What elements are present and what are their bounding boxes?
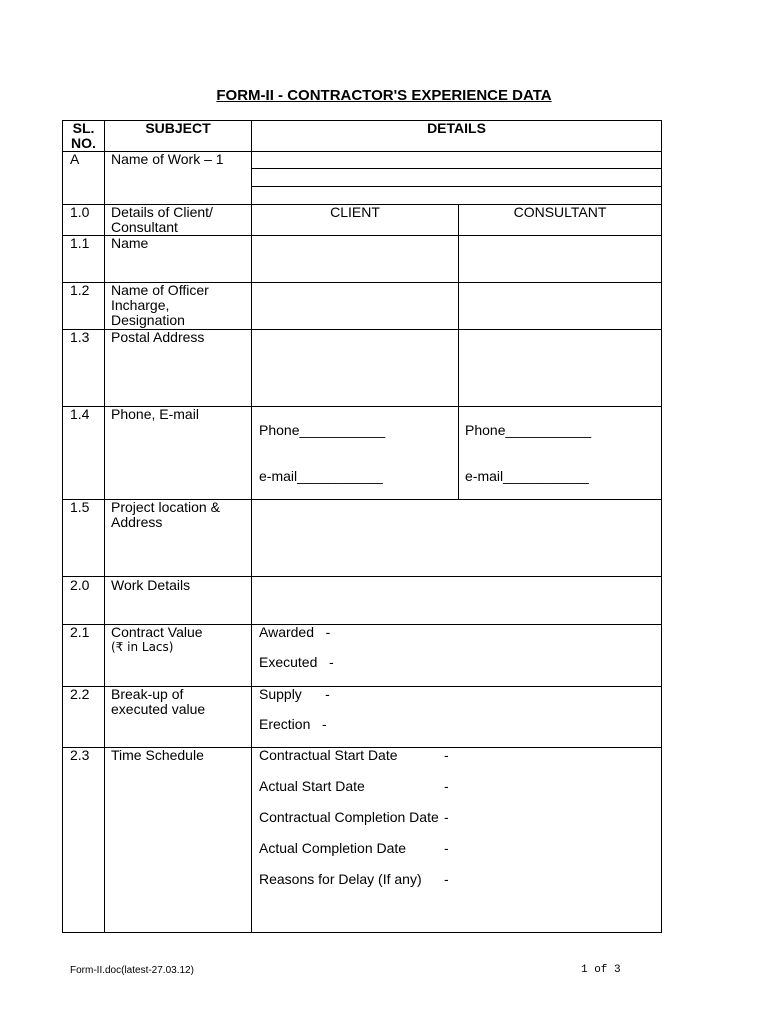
consultant-email-field: e-mail___________ — [465, 468, 589, 484]
schedule-item-dash: - — [444, 871, 449, 887]
row-1-4-sl: 1.4 — [70, 406, 90, 422]
supply-value-field: Supply - — [259, 686, 330, 702]
schedule-item-label: Reasons for Delay (If any) — [259, 871, 422, 887]
row-2-3-subject: Time Schedule — [111, 747, 204, 763]
schedule-item-dash: - — [444, 809, 449, 825]
row-1-2-sl: 1.2 — [70, 282, 90, 298]
row-line — [63, 235, 661, 236]
row-2-1-subject: Contract Value (₹ in Lacs) — [111, 624, 203, 654]
schedule-item-dash: - — [444, 840, 449, 856]
col-divider-sl — [104, 121, 105, 932]
header-subject: SUBJECT — [145, 120, 211, 136]
schedule-item-dash: - — [444, 778, 449, 794]
col-divider-subject — [251, 121, 252, 932]
row-a-sl: A — [70, 151, 80, 167]
executed-value-field: Executed - — [259, 654, 334, 670]
row-2-2-sl: 2.2 — [70, 686, 90, 702]
row-line — [251, 168, 661, 169]
row-1-1-sl: 1.1 — [70, 235, 90, 251]
footer-filename: Form-II.doc(latest-27.03.12) — [70, 965, 194, 976]
row-1-3-sl: 1.3 — [70, 329, 90, 345]
row-1-5-sl: 1.5 — [70, 499, 90, 515]
schedule-item-label: Contractual Completion Date — [259, 809, 439, 825]
row-2-2-subject: Break-up of executed value — [111, 686, 206, 717]
schedule-item-label: Actual Completion Date — [259, 840, 407, 856]
row-1-0-sl: 1.0 — [70, 204, 90, 220]
header-sl-no: SL. NO. — [71, 120, 96, 151]
footer-page-number: 1 of 3 — [581, 964, 621, 976]
awarded-value-field: Awarded - — [259, 624, 331, 640]
row-1-5-subject: Project location & Address — [111, 499, 220, 530]
client-column-header: CLIENT — [330, 204, 380, 220]
form-title: FORM-II - CONTRACTOR'S EXPERIENCE DATA — [216, 87, 552, 104]
schedule-item-label: Contractual Start Date — [259, 747, 398, 763]
row-a-subject: Name of Work – 1 — [111, 151, 224, 167]
row-2-1-sl: 2.1 — [70, 624, 90, 640]
schedule-item-label: Actual Start Date — [259, 778, 365, 794]
consultant-phone-field: Phone___________ — [465, 422, 592, 438]
header-details: DETAILS — [427, 120, 486, 136]
row-2-0-subject: Work Details — [111, 577, 191, 593]
client-email-field: e-mail___________ — [259, 468, 383, 484]
client-phone-field: Phone___________ — [259, 422, 386, 438]
col-divider-client — [458, 205, 459, 499]
currency-unit-note: (₹ in Lacs) — [111, 640, 174, 654]
experience-table — [62, 120, 662, 933]
row-2-0-sl: 2.0 — [70, 577, 90, 593]
row-1-4-subject: Phone, E-mail — [111, 406, 199, 422]
schedule-item-dash: - — [444, 747, 449, 763]
erection-value-field: Erection - — [259, 716, 327, 732]
row-1-1-subject: Name — [111, 235, 149, 251]
row-line — [251, 186, 661, 187]
row-1-0-subject: Details of Client/ Consultant — [111, 204, 213, 235]
row-1-2-subject: Name of Officer Incharge, Designation — [111, 282, 209, 328]
consultant-column-header: CONSULTANT — [513, 204, 607, 220]
row-1-3-subject: Postal Address — [111, 329, 205, 345]
row-2-3-sl: 2.3 — [70, 747, 90, 763]
